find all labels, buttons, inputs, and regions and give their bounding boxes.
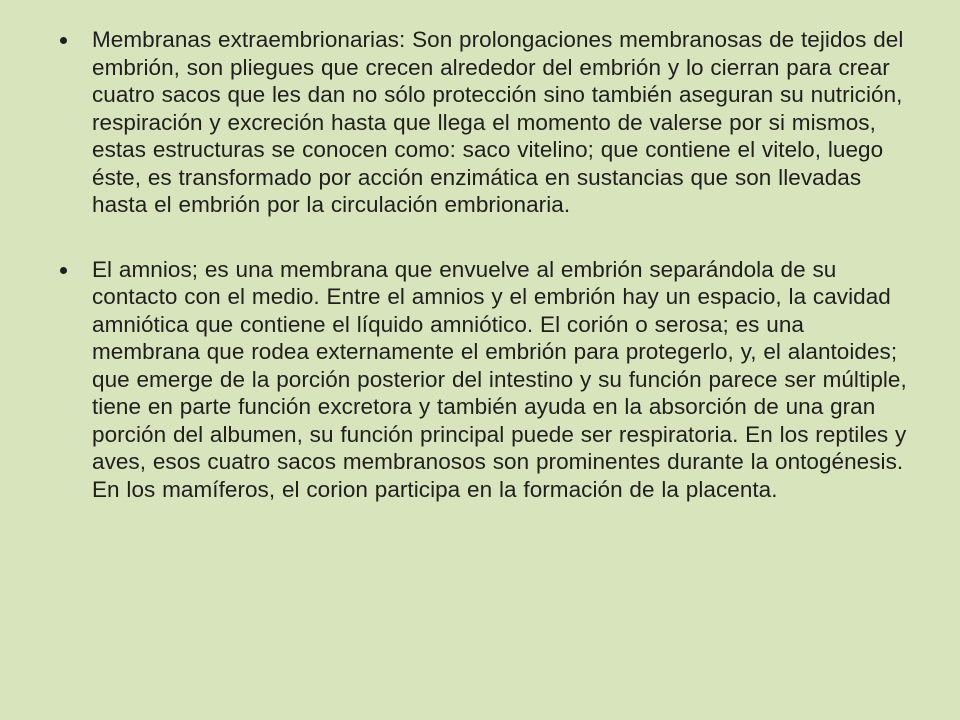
bullet-item-amnios (60, 256, 910, 504)
bullet-point-icon (60, 267, 67, 274)
bullet-text: El amnios; es una membrana que envuelve al embrión separándola de su contacto con el medio. Entre el amnios y el embrión hay un espacio, la cavidad amniótica que contiene el líquido amniótico. El corión o serosa; es una membrana que rodea externamente el embrión para protegerlo, y, el alantoides; que emerge de la porción posterior del intestino y su función parece ser múltiple, tiene en parte función excretora y también ayuda en la absorción de una gran porción del albumen, su función principal puede ser respiratoria. En los reptiles y aves, esos cuatro sacos membranosos son prominentes durante la ontogénesis. En los mamíferos, el corion participa en la formación de la placenta. (92, 256, 907, 502)
bullet-point-icon (60, 37, 67, 44)
bullet-text: Membranas extraembrionarias: Son prolongaciones membranosas de tejidos del embrión, son pliegues que crecen alrededor del embrión y lo cierran para crear cuatro sacos que les dan no sólo protección sino también aseguran su nutrición, respiración y excreción hasta que llega el momento de valerse por si mismos, estas estructuras se conocen como: saco vitelino; que contiene el vitelo, luego éste, es transformado por acción enzimática en sustancias que son llevadas hasta el embrión por la circulación embrionaria. (92, 27, 904, 217)
bullet-item-membranas-extraembrionarias (60, 26, 910, 219)
bullet-list (60, 26, 910, 503)
